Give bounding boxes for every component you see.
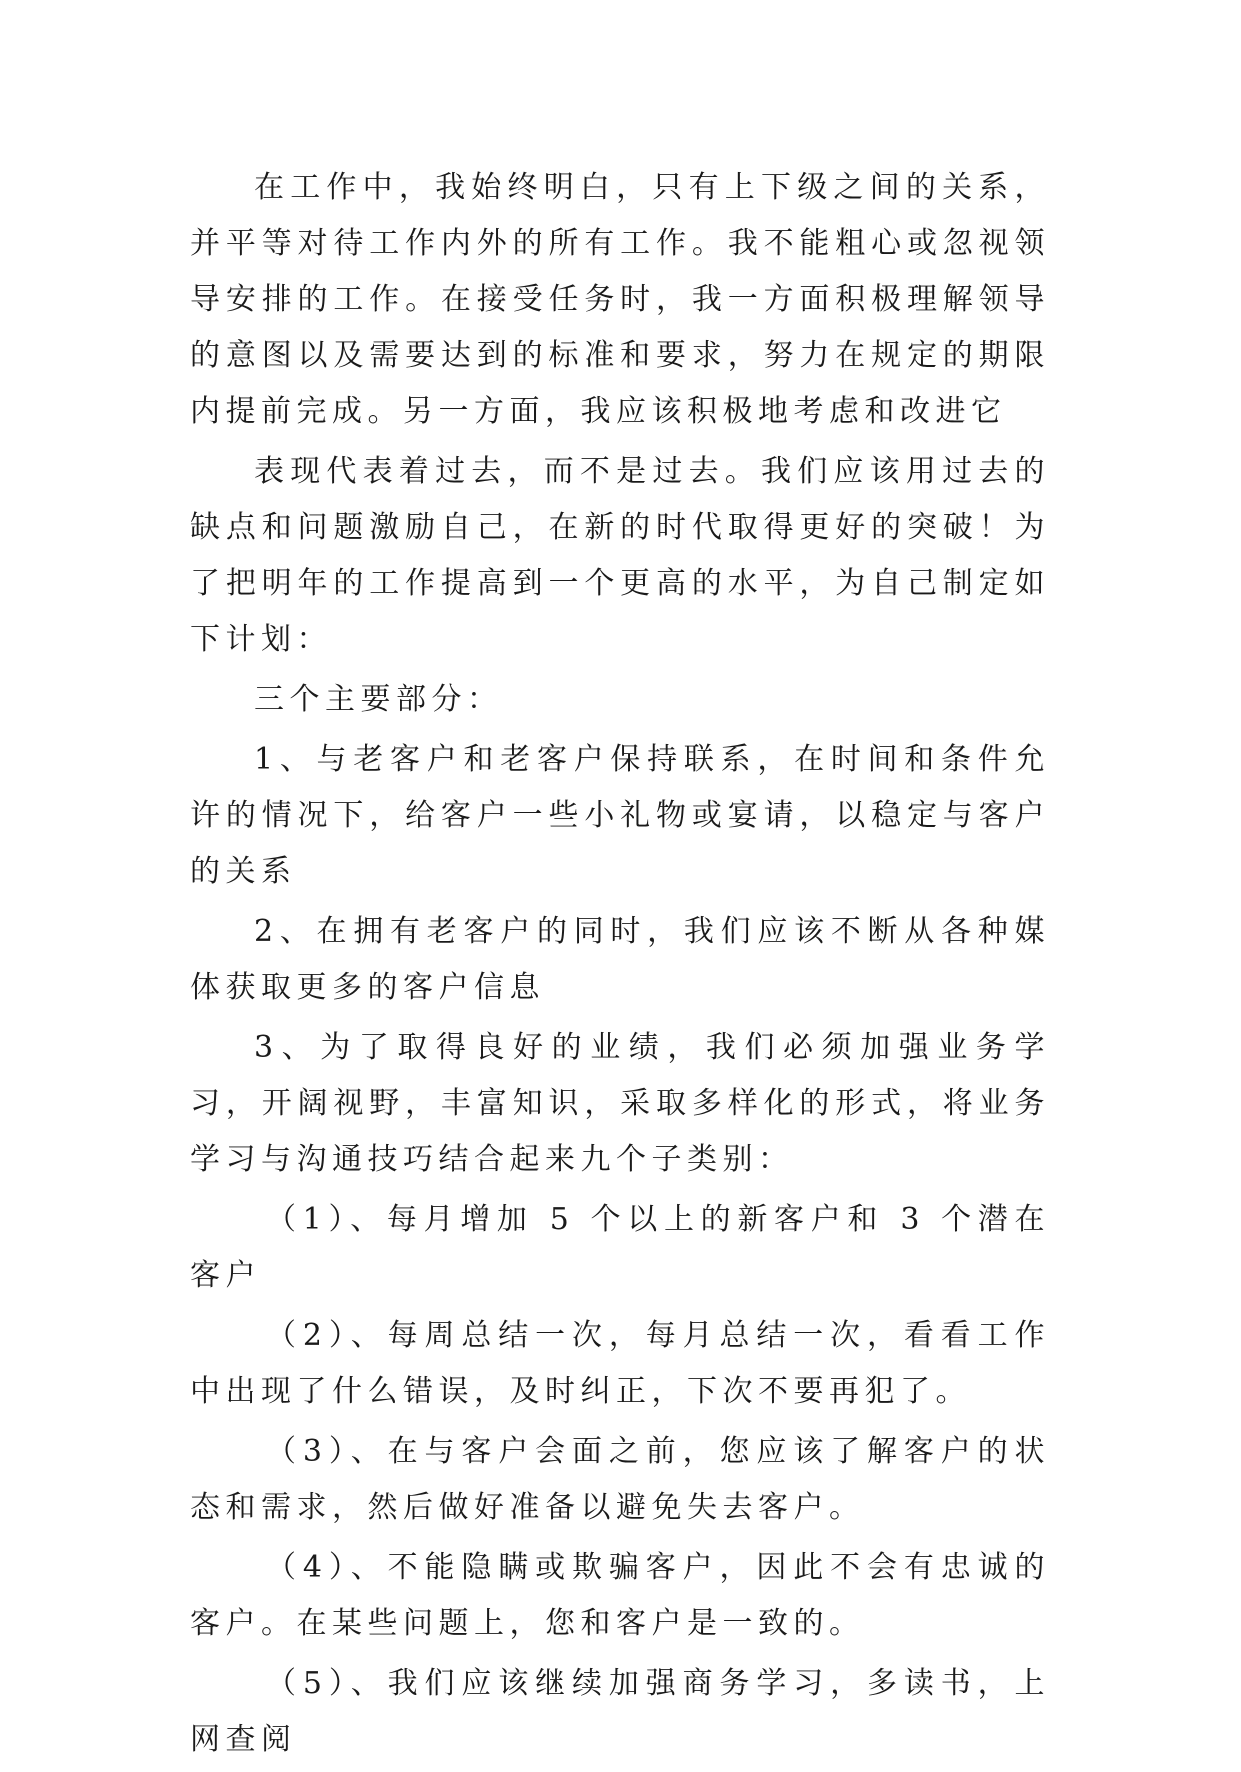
sub-item-4: （4）、不能隐瞒或欺骗客户，因此不会有忠诚的客户。在某些问题上，您和客户是一致的。 bbox=[190, 1550, 1050, 1641]
document-body bbox=[190, 160, 1050, 1772]
list-item-1: 1、与老客户和老客户保持联系，在时间和条件允许的情况下，给客户一些小礼物或宴请，以稳定与客户的关系 bbox=[190, 742, 1050, 889]
paragraph-past-performance: 表现代表着过去，而不是过去。我们应该用过去的缺点和问题激励自己，在新的时代取得更好的突破！为了把明年的工作提高到一个更高的水平，为自己制定如下计划： bbox=[190, 454, 1050, 657]
sub-item-3: （3）、在与客户会面之前，您应该了解客户的状态和需求，然后做好准备以避免失去客户。 bbox=[190, 1434, 1050, 1525]
sub-item-5: （5）、我们应该继续加强商务学习，多读书，上网查阅 bbox=[190, 1666, 1050, 1757]
paragraph-three-parts-heading: 三个主要部分： bbox=[254, 682, 503, 717]
sub-item-1: （1）、每月增加 5 个以上的新客户和 3 个潜在客户 bbox=[190, 1202, 1050, 1293]
list-item-2: 2、在拥有老客户的同时，我们应该不断从各种媒体获取更多的客户信息 bbox=[190, 914, 1050, 1005]
sub-item-2: （2）、每周总结一次，每月总结一次，看看工作中出现了什么错误，及时纠正，下次不要再犯了。 bbox=[190, 1318, 1050, 1409]
paragraph-work-attitude: 在工作中，我始终明白，只有上下级之间的关系，并平等对待工作内外的所有工作。我不能粗心或忽视领导安排的工作。在接受任务时，我一方面积极理解领导的意图以及需要达到的标准和要求，努力在规定的期限内提前完成。另一方面，我应该积极地考虑和改进它 bbox=[190, 170, 1050, 429]
list-item-3: 3、为了取得良好的业绩，我们必须加强业务学习，开阔视野，丰富知识，采取多样化的形式，将业务学习与沟通技巧结合起来九个子类别： bbox=[190, 1030, 1050, 1177]
